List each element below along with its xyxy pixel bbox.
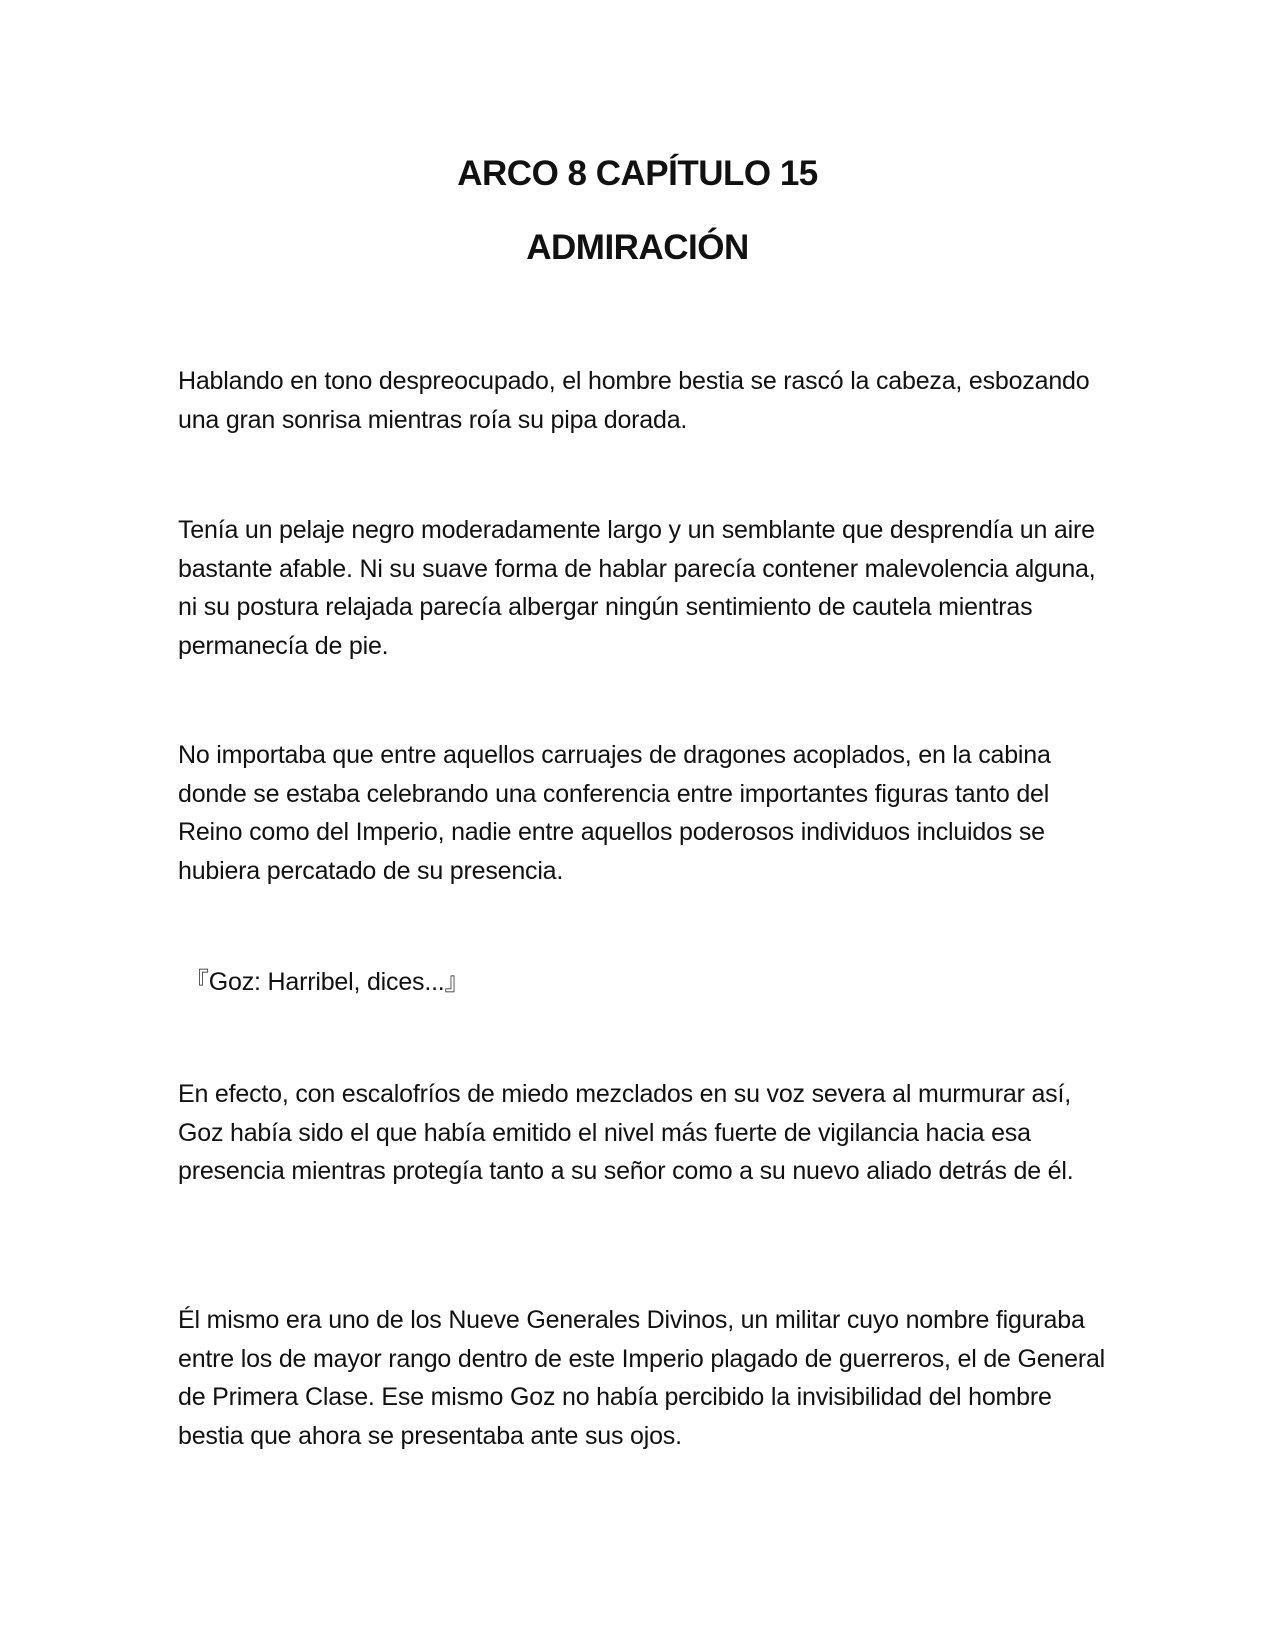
paragraph: No importaba que entre aquellos carruajes de dragones acoplados, en la cabina donde se estaba celebrando una conferencia entre importantes figuras tanto del Reino como del Imperio, nadie entre aquellos poderosos individuos incluidos se hubiera percatado de su presencia.	[178, 741, 1051, 885]
chapter-title: ARCO 8 CAPÍTULO 15	[457, 154, 818, 193]
dialogue-line: 『Goz: Harribel, dices...』	[184, 968, 470, 996]
paragraph: En efecto, con escalofríos de miedo mezclados en su voz severa al murmurar así, Goz había sido el que había emitido el nivel más fuerte de vigilancia hacia esa presencia mientras protegía tanto a su señor como a su nuevo aliado detrás de él.	[178, 1080, 1074, 1185]
chapter-subtitle: ADMIRACIÓN	[526, 228, 749, 267]
paragraph: Hablando en tono despreocupado, el hombre bestia se rascó la cabeza, esbozando una gran sonrisa mientras roía su pipa dorada.	[178, 367, 1090, 434]
paragraph: Tenía un pelaje negro moderadamente largo y un semblante que desprendía un aire bastante afable. Ni su suave forma de hablar parecía contener malevolencia alguna, ni su postura relajada parecía albergar ningún sentimiento de cautela mientras permanecía de pie.	[178, 516, 1096, 660]
paragraph: Él mismo era uno de los Nueve Generales Divinos, un militar cuyo nombre figuraba entre los de mayor rango dentro de este Imperio plagado de guerreros, el de General de Primera Clase. Ese mismo Goz no había percibido la invisibilidad del hombre bestia que ahora se presentaba ante sus ojos.	[178, 1306, 1106, 1450]
